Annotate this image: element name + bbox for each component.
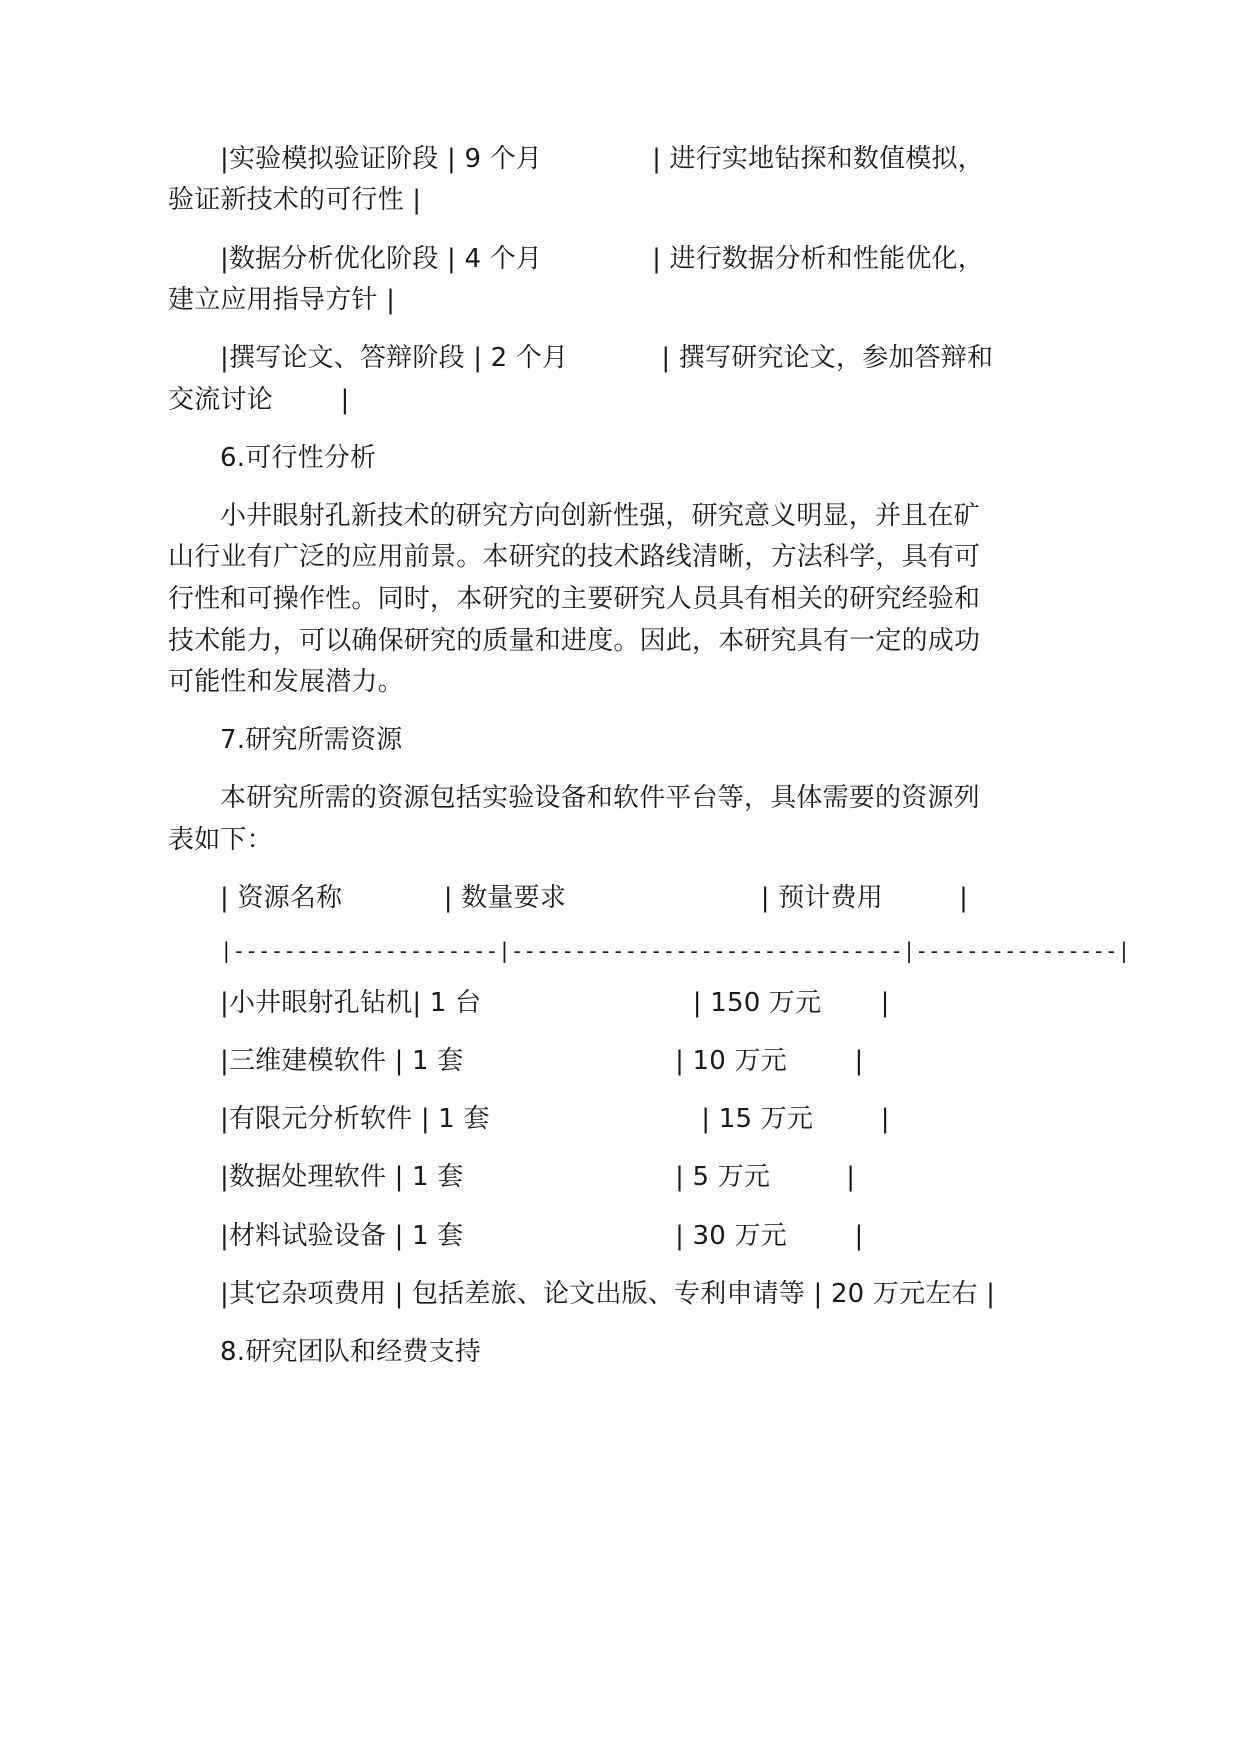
section-7-intro-line: 表如下： xyxy=(168,825,273,855)
resource-table-row: |有限元分析软件 | 1 套 | 15 万元 | xyxy=(220,1104,890,1134)
section-6-paragraph-line: 技术能力，可以确保研究的质量和进度。因此，本研究具有一定的成功 xyxy=(168,626,981,656)
section-6-paragraph-line: 山行业有广泛的应用前景。本研究的技术路线清晰，方法科学，具有可 xyxy=(168,542,981,572)
resource-table-row: |小井眼射孔钻机| 1 台 | 150 万元 | xyxy=(220,988,890,1018)
schedule-row-3-line-1: |撰写论文、答辩阶段 | 2 个月 | 撰写研究论文，参加答辩和 xyxy=(220,343,994,373)
section-6-paragraph-line: 行性和可操作性。同时，本研究的主要研究人员具有相关的研究经验和 xyxy=(168,584,981,614)
schedule-row-1-line-1: |实验模拟验证阶段 | 9 个月 | 进行实地钻探和数值模拟， xyxy=(220,144,984,174)
section-8-heading: 8.研究团队和经费支持 xyxy=(220,1337,482,1367)
schedule-row-3-line-2: 交流讨论 | xyxy=(168,385,350,415)
resource-table-row: |三维建模软件 | 1 套 | 10 万元 | xyxy=(220,1046,864,1076)
section-6-heading: 6.可行性分析 xyxy=(220,443,377,473)
schedule-row-2-line-2: 建立应用指导方针 | xyxy=(168,285,396,315)
resource-table-header: | 资源名称 | 数量要求 | 预计费用 | xyxy=(220,883,969,913)
resource-table-row: |数据处理软件 | 1 套 | 5 万元 | xyxy=(220,1162,856,1192)
schedule-row-2-line-1: |数据分析优化阶段 | 4 个月 | 进行数据分析和性能优化， xyxy=(220,244,984,274)
resource-table-row: |其它杂项费用 | 包括差旅、论文出版、专利申请等 | 20 万元左右 | xyxy=(220,1279,996,1309)
resource-table-row: |材料试验设备 | 1 套 | 30 万元 | xyxy=(220,1221,864,1251)
section-7-heading: 7.研究所需资源 xyxy=(220,725,403,755)
section-6-paragraph-line: 可能性和发展潜力。 xyxy=(168,667,404,697)
section-6-paragraph-line: 小井眼射孔新技术的研究方向创新性强，研究意义明显，并且在矿 xyxy=(220,501,980,531)
resource-table-separator: |---------------------|-------------------------------|----------------| xyxy=(220,939,1131,963)
section-7-intro-line: 本研究所需的资源包括实验设备和软件平台等，具体需要的资源列 xyxy=(220,783,980,813)
schedule-row-1-line-2: 验证新技术的可行性 | xyxy=(168,185,422,215)
